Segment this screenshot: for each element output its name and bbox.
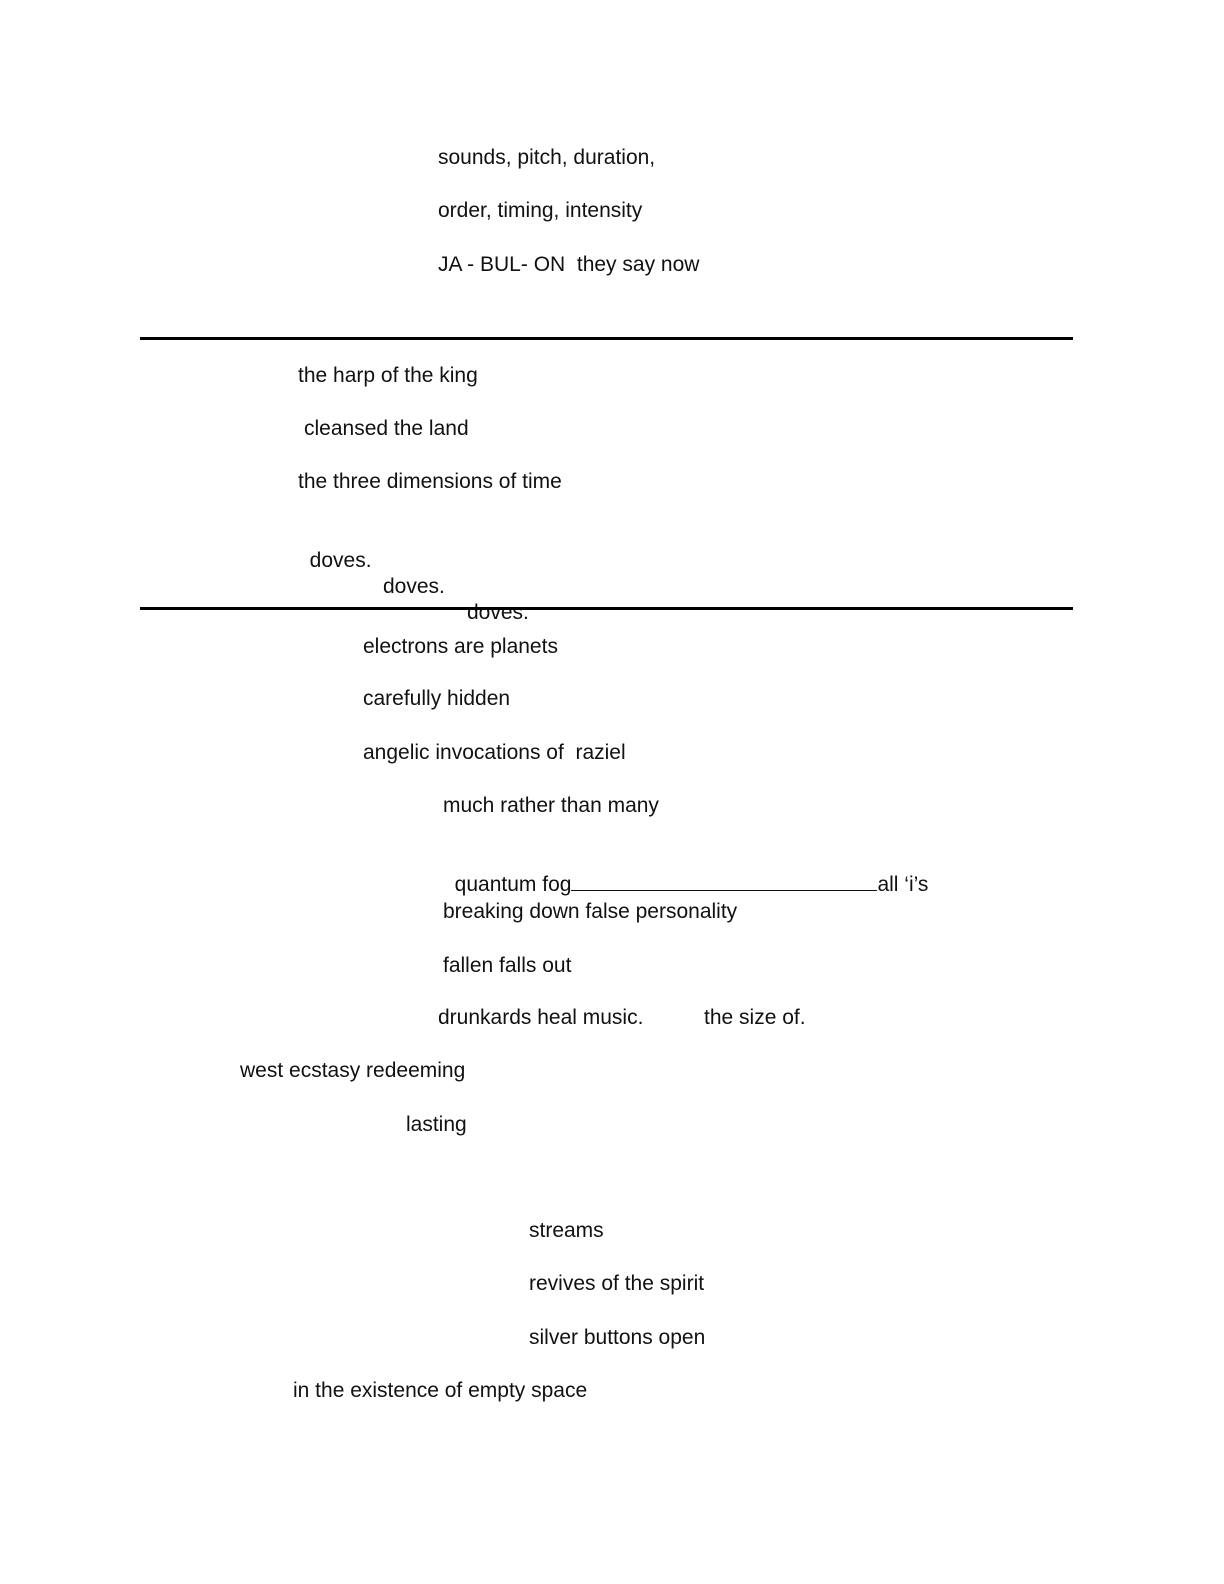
doves-word: doves. bbox=[309, 549, 372, 572]
poem-line: fallen falls out bbox=[443, 954, 572, 977]
poem-line: streams bbox=[529, 1219, 604, 1242]
doves-line bbox=[298, 522, 529, 626]
poem-line: the three dimensions of time bbox=[298, 470, 562, 493]
doves-word: doves. bbox=[467, 601, 529, 624]
poem-line: carefully hidden bbox=[363, 687, 511, 710]
poem-line: JA - BUL- ON they say now bbox=[438, 253, 700, 276]
poem-line: electrons are planets bbox=[363, 635, 558, 658]
poem-line: in the existence of empty space bbox=[293, 1379, 588, 1402]
poem-fragment: quantum fog bbox=[454, 873, 572, 896]
quantum-fog-line bbox=[443, 846, 928, 898]
poem-line: angelic invocations of raziel bbox=[363, 741, 626, 764]
blank-underline bbox=[571, 872, 877, 891]
poem-line: breaking down false personality bbox=[443, 900, 738, 923]
poem-line: revives of the spirit bbox=[529, 1272, 705, 1295]
section-divider bbox=[140, 337, 1073, 340]
poem-line: west ecstasy redeeming bbox=[240, 1059, 466, 1082]
poem-line: the harp of the king bbox=[298, 364, 478, 387]
doves-word: doves. bbox=[383, 575, 445, 598]
poem-line: much rather than many bbox=[443, 794, 659, 817]
poem-line: the size of. bbox=[704, 1006, 806, 1029]
poem-line: sounds, pitch, duration, bbox=[438, 146, 656, 169]
poem-line: cleansed the land bbox=[304, 417, 469, 440]
poem-line: drunkards heal music. bbox=[438, 1006, 644, 1029]
poem-line: order, timing, intensity bbox=[438, 199, 643, 222]
poem-line: silver buttons open bbox=[529, 1326, 706, 1349]
poem-fragment: all ‘i’s bbox=[877, 873, 929, 896]
poem-line: lasting bbox=[406, 1113, 467, 1136]
section-divider bbox=[140, 607, 1073, 610]
